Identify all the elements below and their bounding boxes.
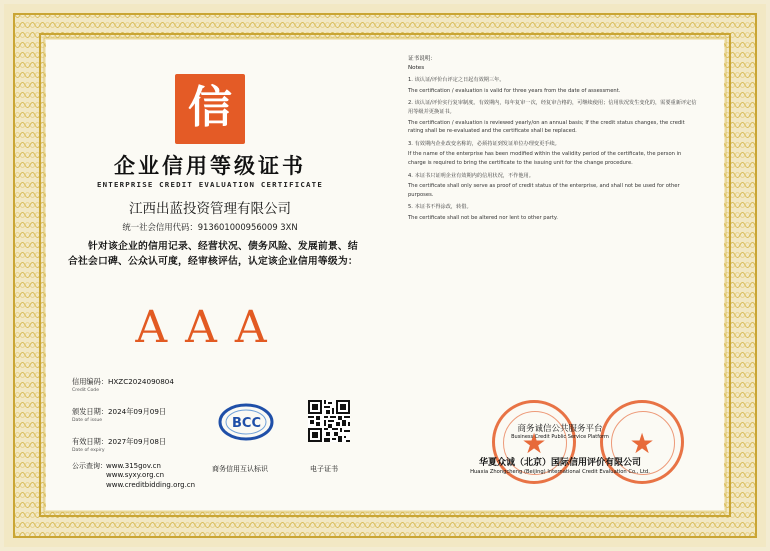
note-en: The certificate shall not be altered nor lent to other party. <box>408 214 558 221</box>
note-cn: 3. 有效期内企业改变名称的，必须持证到发证单位办理变更手续。 <box>408 140 560 147</box>
mutual-recognition-label: 商务信用互认标识 <box>212 465 268 473</box>
note-cn: 1. 该认证/评价台评定之日起有效期三年。 <box>408 77 505 84</box>
unified-credit-code: 统一社会信用代码：913601000956009 3XN <box>122 222 298 232</box>
note-cn: 5. 本证书不得涂改，转借。 <box>408 204 472 211</box>
url-link[interactable]: www.315gov.cn <box>106 462 161 470</box>
url-link[interactable]: www.syxy.org.cn <box>106 471 165 480</box>
note-en: The certificate shall only serve as proof of credit status of the enterprise, and shall not be used for other purposes. <box>408 183 680 198</box>
seal-star-icon: ★ <box>521 427 547 460</box>
issue-date-field: 颁发日期：2024年09月09日 Date of issue <box>72 407 167 423</box>
note-cn: 2. 该认证/评价实行复审制度。有效期内，每年复审一次，经复审合格的，可继续使用；信用状况发生变化的，需要重新评定信用等级并更换证书。 <box>408 100 697 115</box>
credit-logo-icon: 信 <box>175 74 245 144</box>
notes-panel <box>408 55 698 355</box>
bcc-logo-icon: BCC <box>218 402 274 442</box>
note-cn: 4. 本证书只证明企业有效期内的信用状况，不作他用。 <box>408 172 534 179</box>
left-panel <box>60 40 360 510</box>
url-link[interactable]: www.creditbidding.org.cn <box>106 480 196 489</box>
company-name: 江西出蓝投资管理有限公司 <box>129 201 291 217</box>
expiry-date-field: 有效日期：2027年09月08日 Date of expiry <box>72 437 167 453</box>
notes-title-en: Notes <box>408 64 425 71</box>
seal-star-icon: ★ <box>629 427 655 460</box>
note-en: If the name of the enterprise has been modified within the validity period of the certificate, the person in charge is required to bring the certificate to the issuing unit for the change procedure. <box>408 151 682 166</box>
e-certificate-label: 电子证书 <box>310 465 338 473</box>
issuing-organization-en: Huaxia Zhongcheng (Beijing) International Credit Evaluation Co., Ltd. <box>470 469 650 475</box>
query-urls: 公示查询： www.315gov.cn www.syxy.org.cn www.creditbidding.org.cn <box>72 462 196 489</box>
certificate-title-en: ENTERPRISE CREDIT EVALUATION CERTIFICATE <box>97 180 323 189</box>
issuing-organization: 华夏众诚（北京）国际信用评价有限公司 <box>478 458 641 468</box>
certificate-title: 企业信用等级证书 <box>114 153 306 178</box>
credit-grade: AAA <box>135 302 285 353</box>
note-en: The certification / evaluation is reviewed yearly/on an annual basis; If the credit status changes, the credit rating shall be re-evaluated and the certificate shall be replaced. <box>408 119 685 135</box>
platform-name: 商务诚信公共服务平台 <box>517 424 603 434</box>
evaluation-description: 针对该企业的信用记录、经营状况、债务风险、发展前景、结合社会口碑、公众认可度，经审核评估，认定该企业信用等级为： <box>68 241 358 267</box>
note-en: The certification / evaluation is valid for three years from the date of assessment. <box>408 87 621 94</box>
platform-name-en: Business Credit Public Service Platform <box>511 434 609 440</box>
notes-title: 证书说明： <box>408 56 436 62</box>
qr-code-icon[interactable] <box>308 400 350 442</box>
credit-code-field: 信用编码：HXZC2024090804 Credit Code <box>72 377 174 393</box>
